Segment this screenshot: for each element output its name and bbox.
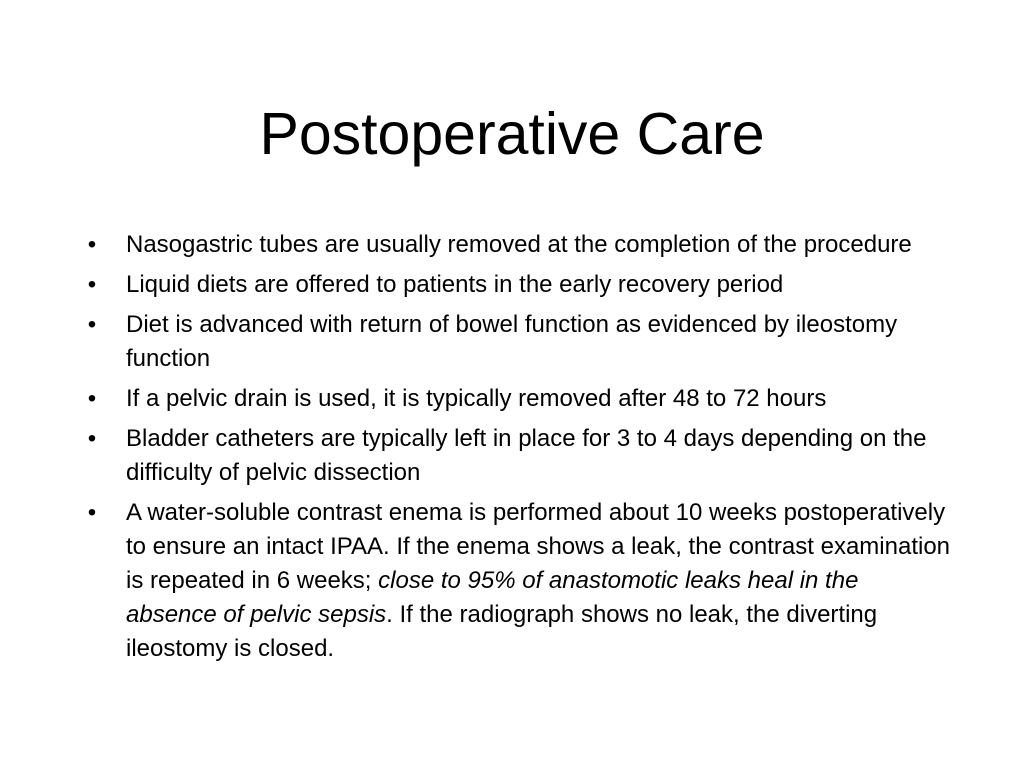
bullet-icon: •	[87, 231, 97, 258]
list-item	[82, 308, 952, 376]
list-item	[82, 422, 952, 490]
bullet-icon: •	[87, 425, 97, 452]
bullet-icon: •	[87, 499, 97, 526]
bullet-text	[126, 499, 950, 662]
list-item	[82, 268, 952, 302]
list-item	[82, 382, 952, 416]
bullet-text: Liquid diets are offered to patients in the early recovery period	[126, 271, 784, 298]
bullet-text-part: A water-soluble contrast enema is performed about 10 weeks postoperatively to ensure an intact IPAA. If the enema shows a leak, the contrast examination is repeated in 6 weeks;	[126, 499, 951, 594]
bullet-text: If a pelvic drain is used, it is typically removed after 48 to 72 hours	[126, 385, 827, 412]
bullet-icon: •	[87, 311, 97, 338]
bullet-text-part: . If the radiograph shows no leak, the diverting ileostomy is closed.	[126, 601, 878, 662]
bullet-text: Nasogastric tubes are usually removed at the completion of the procedure	[126, 231, 912, 258]
bullet-text-emphasis: close to 95% of anastomotic leaks heal in the absence of pelvic sepsis	[126, 567, 859, 628]
list-item	[82, 496, 952, 666]
bullet-list	[82, 228, 952, 672]
slide-title: Postoperative Care	[259, 101, 765, 167]
bullet-icon: •	[87, 271, 97, 298]
bullet-text: Bladder catheters are typically left in place for 3 to 4 days depending on the difficulty of pelvic dissection	[126, 425, 927, 486]
bullet-text: Diet is advanced with return of bowel function as evidenced by ileostomy function	[126, 311, 898, 372]
list-item	[82, 228, 952, 262]
bullet-icon: •	[87, 385, 97, 412]
